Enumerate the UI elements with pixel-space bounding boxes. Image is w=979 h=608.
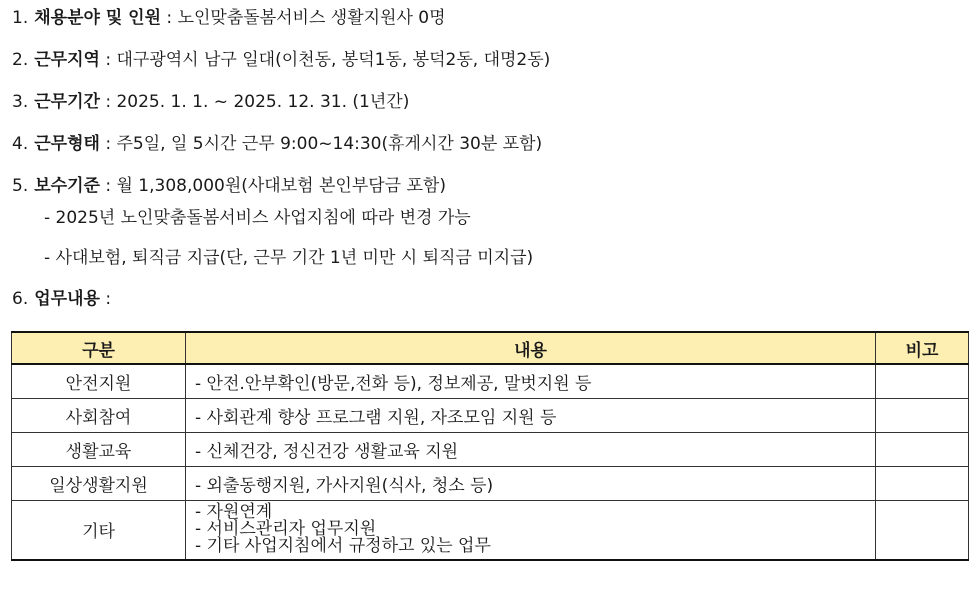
- row-content: - 안전.안부확인(방문,전화 등), 정보제공, 말벗지원 등: [186, 364, 876, 398]
- content-line: - 서비스관리자 업무지원: [195, 519, 377, 540]
- row-category: 생활교육: [12, 432, 186, 466]
- item-label: 업무내용: [34, 289, 100, 309]
- table-header-row: [12, 332, 969, 364]
- item-label: 근무지역: [34, 50, 100, 70]
- row-note: [876, 364, 969, 398]
- item-number: 6.: [12, 289, 29, 309]
- item-sep: :: [99, 176, 117, 196]
- content-line: - 자원연계: [195, 502, 273, 523]
- item-sep: :: [99, 92, 117, 112]
- item-1: [12, 7, 446, 29]
- row-category: 일상생활지원: [12, 466, 186, 500]
- row-note: [876, 500, 969, 560]
- item-5: [12, 175, 446, 197]
- item-value: 대구광역시 남구 일대(이천동, 봉덕1동, 봉덕2동, 대명2동): [116, 50, 551, 70]
- item-sep: :: [161, 8, 178, 28]
- content-line: - 기타 사업지침에서 규정하고 있는 업무: [195, 536, 491, 557]
- row-content: - 외출동행지원, 가사지원(식사, 청소 등): [186, 466, 876, 500]
- item-number: 5.: [12, 176, 29, 196]
- table-row: [12, 432, 969, 466]
- row-note: [876, 398, 969, 432]
- item-sep: :: [99, 289, 112, 309]
- item-3: [12, 91, 409, 113]
- row-content: [186, 500, 876, 560]
- pay-note-1: - 2025년 노인맞춤돌봄서비스 사업지침에 따라 변경 가능: [44, 208, 471, 228]
- duties-table: [11, 331, 969, 561]
- item-label: 근무형태: [34, 134, 100, 154]
- item-number: 2.: [12, 50, 29, 70]
- item-2: [12, 49, 550, 71]
- row-category: 사회참여: [12, 398, 186, 432]
- item-number: 3.: [12, 92, 29, 112]
- item-value: 월 1,308,000원(사대보험 본인부담금 포함): [116, 176, 446, 196]
- item-label: 채용분야 및 인원: [34, 8, 162, 28]
- item-6: [12, 288, 111, 310]
- item-label: 근무기간: [34, 92, 100, 112]
- row-content: - 사회관계 향상 프로그램 지원, 자조모임 지원 등: [186, 398, 876, 432]
- row-category: 안전지원: [12, 364, 186, 398]
- row-note: [876, 466, 969, 500]
- table-row: [12, 500, 969, 560]
- item-number: 1.: [12, 8, 29, 28]
- item-value: 노인맞춤돌봄서비스 생활지원사 0명: [177, 8, 446, 28]
- header-content: 내용: [186, 332, 876, 364]
- table-row: [12, 364, 969, 398]
- row-note: [876, 432, 969, 466]
- item-number: 4.: [12, 134, 29, 154]
- header-note: 비고: [876, 332, 969, 364]
- table-row: [12, 398, 969, 432]
- item-value: 2025. 1. 1. ~ 2025. 12. 31. (1년간): [116, 92, 410, 112]
- item-sep: :: [99, 134, 117, 154]
- item-value: 주5일, 일 5시간 근무 9:00~14:30(휴게시간 30분 포함): [116, 134, 543, 154]
- row-category: 기타: [12, 500, 186, 560]
- item-sep: :: [99, 50, 117, 70]
- row-content: - 신체건강, 정신건강 생활교육 지원: [186, 432, 876, 466]
- header-category: 구분: [12, 332, 186, 364]
- table-row: [12, 466, 969, 500]
- pay-note-2: - 사대보험, 퇴직금 지급(단, 근무 기간 1년 미만 시 퇴직금 미지급): [44, 248, 534, 268]
- item-label: 보수기준: [34, 176, 100, 196]
- item-4: [12, 133, 542, 155]
